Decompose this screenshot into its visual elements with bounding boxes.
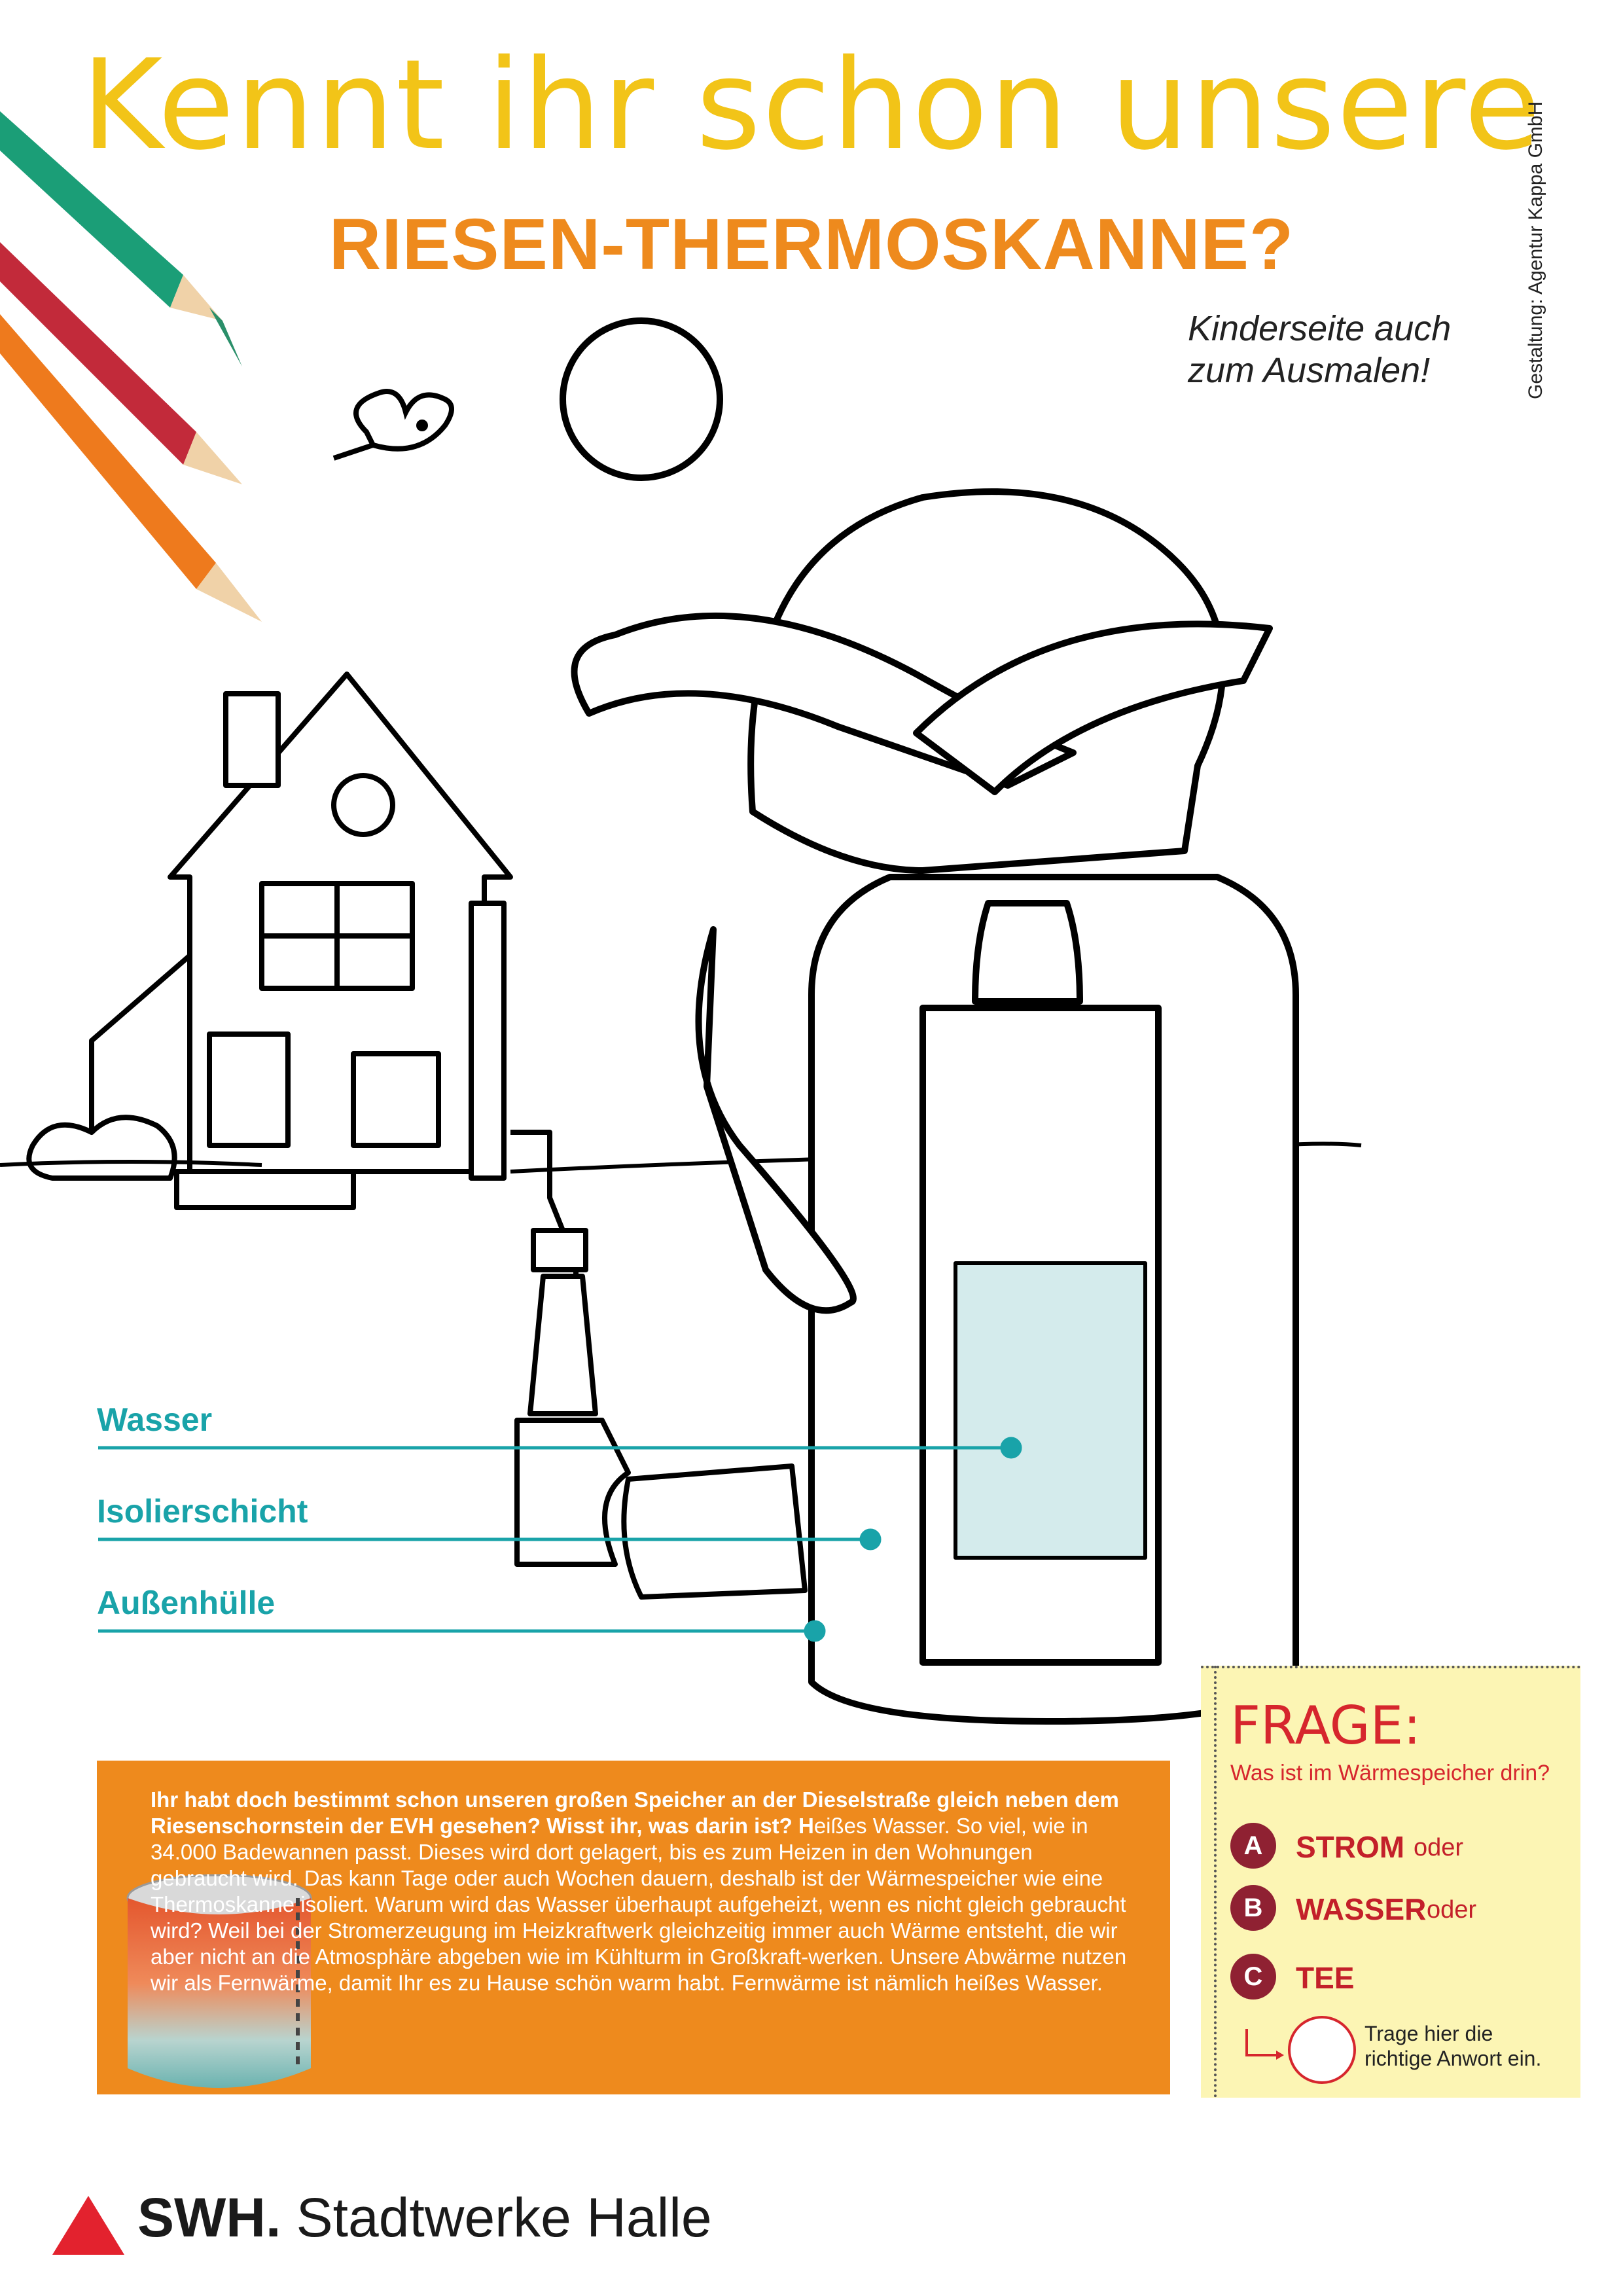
district-heating-pipe (517, 1230, 805, 1597)
house-icon (29, 674, 576, 1302)
info-text (151, 1787, 1132, 1996)
label-outer-shell: Außenhülle (97, 1585, 276, 1621)
label-water: Wasser (97, 1401, 213, 1438)
quiz-question: Was ist im Wärmespeicher drin? (1230, 1761, 1550, 1785)
answer-hint: Trage hier die richtige Anwort ein. (1364, 2022, 1542, 2070)
quiz-top-dotted-border (1201, 1666, 1580, 1668)
info-body: eißes Wasser. So viel, wie in 34.000 Badewannen passt. Dieses wird dort gelagert, bis es zum Heizen in den Wohnungen gebraucht wird. Das kann Tage oder auch Wochen dauern, deshalb ist der Wärmespeicher wie eine Thermoskanne isoliert. Warum wird das Wasser überhaupt aufgeheizt, wenn es nicht gleich gebraucht wird? Weil bei der Stromerzeugung im Heizkraftwerk gleichzeitig immer auch Wärme entsteht, die wir aber nicht an die Atmosphäre abgeben wie im Kühlturm in Großkraft-werken. Unsere Abwärme nutzen wir als Fernwärme, damit Ihr es zu Hause schön warm habt. Fernwärme ist nämlich heißes Wasser. (151, 1814, 1127, 1995)
company-logo (137, 2186, 712, 2250)
label-insulation: Isolierschicht (97, 1493, 308, 1530)
arrow-right-icon (1243, 2026, 1289, 2065)
kids-note-text: Kinderseite auch zum Ausmalen! (1188, 309, 1452, 390)
option-a-suffix: oder (1414, 1834, 1464, 1861)
answer-field[interactable] (1288, 2016, 1356, 2084)
logo-brand: SWH. (137, 2187, 281, 2248)
info-intro: Ihr habt doch bestimmt schon unseren großen Speicher an der Dieselstraße gleich neben dem Riesenschornstein der EVH gesehen? Wisst ihr, was darin ist? H (151, 1787, 1119, 1838)
logo-name: Stadtwerke Halle (296, 2187, 712, 2248)
option-b-label: WASSER (1296, 1892, 1427, 1926)
option-c-label: TEE (1296, 1961, 1355, 1995)
quiz-left-dotted-border (1214, 1666, 1217, 2098)
green-pencil-icon (0, 111, 242, 367)
option-b-badge: B (1230, 1885, 1276, 1931)
page-subtitle-heading: RIESEN-THERMOSKANNE? (329, 204, 1294, 285)
bird-icon (334, 391, 452, 458)
option-a-badge: A (1230, 1823, 1276, 1869)
quiz-title: FRAGE: (1230, 1695, 1421, 1756)
design-credit: Gestaltung: Agentur Kappa GmbH (1525, 101, 1546, 399)
orange-pencil-icon (0, 314, 301, 661)
option-a-label: STROM (1296, 1830, 1405, 1864)
swh-logo-icon (49, 2189, 128, 2261)
page-title: Kennt ihr schon unsere (81, 33, 1542, 177)
option-c-badge: C (1230, 1954, 1276, 2000)
option-b-suffix: oder (1427, 1896, 1477, 1924)
